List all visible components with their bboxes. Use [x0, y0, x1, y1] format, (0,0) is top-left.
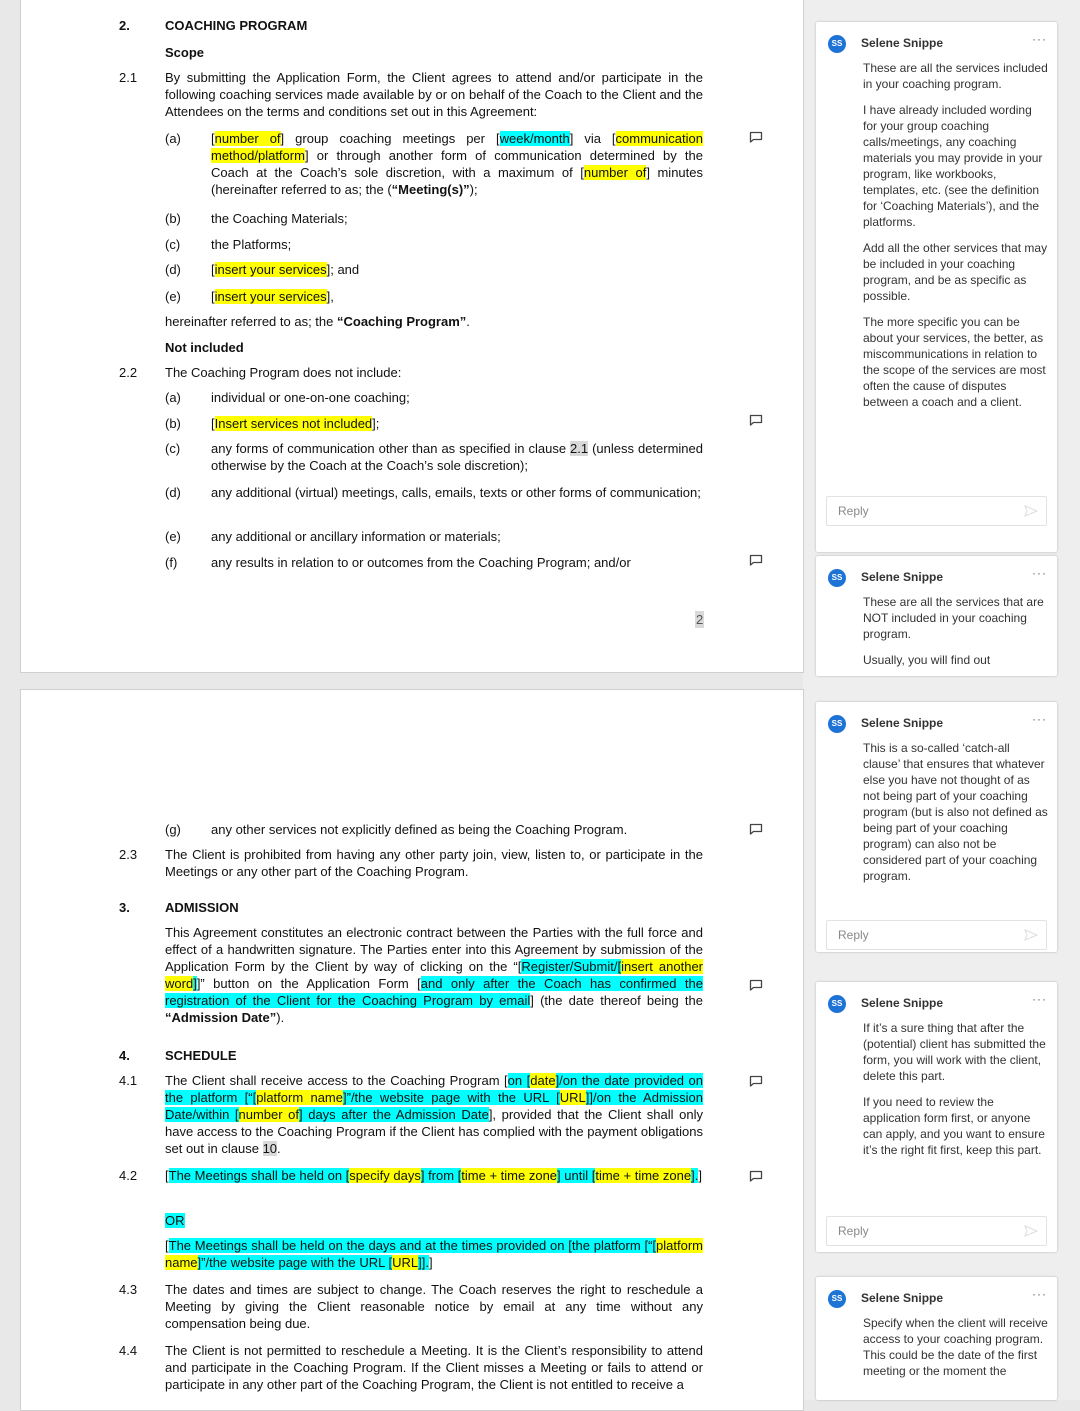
hereinafter-text: hereinafter referred to as; the “Coaching Program”. — [165, 314, 470, 329]
section-number: 4. — [119, 1048, 130, 1063]
clause-2-2-text: The Coaching Program does not include: — [165, 365, 402, 380]
excluded-item-g: any other services not explicitly defined as being the Coaching Program. — [211, 822, 628, 837]
excluded-item-c: any forms of communication other than as specified in clause 2.1 (unless determined otherwise by the Coach at the Coach’s sole discretion); — [211, 441, 703, 473]
item-label: (b) — [165, 416, 181, 431]
more-options-icon[interactable]: ··· — [1032, 1287, 1047, 1301]
comment-marker-icon[interactable] — [749, 1170, 763, 1182]
comment-card[interactable] — [816, 556, 1057, 676]
reply-placeholder: Reply — [838, 1224, 869, 1238]
more-options-icon[interactable]: ··· — [1032, 712, 1047, 726]
reply-placeholder: Reply — [838, 928, 869, 942]
clause-4-4-text: The Client is not permitted to reschedule a Meeting. It is the Client’s responsibility to attend and participate in the Coaching Program. If the Client misses a Meeting or fails to attend or participate in any other part of the Coaching Program, the Client is not entitled to receive a — [165, 1343, 703, 1392]
section-title: COACHING PROGRAM — [165, 18, 308, 33]
clause-number: 4.2 — [119, 1168, 138, 1183]
comment-card[interactable] — [816, 22, 1057, 552]
comment-marker-icon[interactable] — [749, 1075, 763, 1087]
avatar: SS — [828, 569, 846, 587]
reply-placeholder: Reply — [838, 504, 869, 518]
section-number: 2. — [119, 18, 130, 33]
comment-body: These are all the services that are NOT included in your coaching program. Usually, you will find out — [863, 595, 1044, 667]
comment-author: Selene Snippe — [861, 36, 944, 50]
comment-author: Selene Snippe — [861, 1291, 944, 1305]
admission-text: This Agreement constitutes an electronic contract between the Parties with the full force and effect of a handwritten signature. The Parties enter into this Agreement by submission of the Application Form by the Client by way of clicking on the “[Register/Submit/[insert another word]]” button on the Application Form [and only after the Coach has confirmed the registration of the Client for the Coaching Program by email] (the date thereof being the “Admission Date”). — [165, 925, 704, 1025]
clause-number: 2.2 — [119, 365, 138, 380]
clause-number: 4.1 — [119, 1073, 138, 1088]
item-label: (g) — [165, 822, 181, 837]
comment-card[interactable] — [816, 702, 1057, 952]
subheading-scope: Scope — [165, 45, 205, 60]
avatar: SS — [828, 995, 846, 1013]
section-number: 3. — [119, 900, 130, 915]
comment-marker-icon[interactable] — [749, 823, 763, 835]
item-label: (d) — [165, 485, 181, 500]
send-icon[interactable] — [1024, 505, 1038, 517]
item-label: (a) — [165, 131, 181, 146]
clause-4-1-text: The Client shall receive access to the Coaching Program [on [date]/on the date provided on the platform [“[platform name]”/the website page with the URL [URL]]/on the Admission Date/within [number of] days after the Admission Date], provided that the Client shall only have access to the Coaching Program if the Client has complied with the payment obligations set out in clause 10. — [165, 1073, 704, 1156]
reply-input[interactable] — [826, 496, 1047, 526]
comment-body: These are all the services included in your coaching program. I have already included wording for your group coaching calls/meetings, any coaching materials you may provide in your program, like workbooks, templates, etc. (see the definition for ‘Coaching Materials’), and the platforms. Add all the other services that may be included in your coaching program, and be as specific as possible. The more specific you can be about your services, the better, as miscommunications in relation to the scope of the services are most often the cause of disputes between a coach and a client. — [863, 61, 1048, 409]
comment-body: This is a so-called ‘catch-all clause’ that ensures that whatever else you have not thought of as not being part of your coaching program (but is also not defined as being part of your coaching program) can also not be considered part of your coaching program. — [863, 741, 1048, 883]
comment-marker-icon[interactable] — [749, 414, 763, 426]
comment-author: Selene Snippe — [861, 570, 944, 584]
reply-input[interactable] — [826, 1216, 1047, 1246]
more-options-icon[interactable]: ··· — [1032, 32, 1047, 46]
excluded-item-f: any results in relation to or outcomes from the Coaching Program; and/or — [211, 555, 631, 570]
comment-author: Selene Snippe — [861, 716, 944, 730]
item-c-text: the Platforms; — [211, 237, 292, 252]
send-icon[interactable] — [1024, 929, 1038, 941]
section-title: SCHEDULE — [165, 1048, 237, 1063]
item-label: (a) — [165, 390, 181, 405]
or-separator: OR — [165, 1213, 185, 1228]
comment-marker-icon[interactable] — [749, 554, 763, 566]
comment-card[interactable] — [816, 982, 1057, 1252]
clause-number: 4.4 — [119, 1343, 138, 1358]
item-a-text: [number of] group coaching meetings per [week/month] via [communication method/platform] or through another form of communication determined by the Coach at the Coach’s sole discretion, with a maximum of [number of] minutes (hereinafter referred to as; the (“Meeting(s)”); — [211, 131, 703, 197]
excluded-item-d: any additional (virtual) meetings, calls, emails, texts or other forms of communication; — [211, 485, 701, 500]
avatar: SS — [828, 35, 846, 53]
more-options-icon[interactable]: ··· — [1032, 566, 1047, 580]
item-b-text: the Coaching Materials; — [211, 211, 348, 226]
avatar: SS — [828, 1290, 846, 1308]
excluded-item-b: [Insert services not included]; — [211, 416, 380, 431]
item-label: (c) — [165, 441, 181, 456]
clause-2-3-text: The Client is prohibited from having any other party join, view, listen to, or participate in the Meetings or any other part of the Coaching Program. — [165, 847, 703, 879]
excluded-item-a: individual or one-on-one coaching; — [211, 390, 410, 405]
document-page-1 — [20, 0, 804, 673]
clause-4-2-text: [The Meetings shall be held on [specify days] from [time + time zone] until [time + time zone].] — [165, 1168, 702, 1183]
clause-number: 4.3 — [119, 1282, 138, 1297]
item-label: (b) — [165, 211, 181, 226]
comment-author: Selene Snippe — [861, 996, 944, 1010]
send-icon[interactable] — [1024, 1225, 1038, 1237]
comment-marker-icon[interactable] — [749, 131, 763, 143]
comment-body: If it’s a sure thing that after the (potential) client has submitted the form, you will work with the client, delete this part. If you need to review the application form first, or anyone can apply, and you want to ensure it’s the right fit first, keep this part. — [863, 1021, 1046, 1157]
clause-2-1-text: By submitting the Application Form, the Client agrees to attend and/or participate in the following coaching services made available by or on behalf of the Coach to the Client and the Attendees on the terms and conditions set out in this Agreement: — [165, 70, 703, 119]
subheading-not-included: Not included — [165, 340, 244, 355]
comment-marker-icon[interactable] — [749, 979, 763, 991]
item-label: (e) — [165, 529, 181, 544]
item-d-text: [insert your services]; and — [211, 262, 360, 277]
item-label: (d) — [165, 262, 181, 277]
item-e-text: [insert your services], — [211, 289, 334, 304]
section-title: ADMISSION — [165, 900, 239, 915]
clause-4-3-text: The dates and times are subject to change. The Coach reserves the right to reschedule a Meeting by giving the Client reasonable notice by email at any time without any compensation being due. — [165, 1282, 703, 1331]
item-label: (e) — [165, 289, 181, 304]
item-label: (c) — [165, 237, 181, 252]
avatar: SS — [828, 715, 846, 733]
page-number: 2 — [696, 612, 704, 627]
clause-4-2-alternative: [The Meetings shall be held on the days and at the times provided on [the platform [“[platform name]”/the website page with the URL [URL]].] — [165, 1238, 703, 1270]
clause-number: 2.1 — [119, 70, 138, 85]
comment-body: Specify when the client will receive access to your coaching program. This could be the date of the first meeting or the moment the — [863, 1316, 1048, 1378]
more-options-icon[interactable]: ··· — [1032, 992, 1047, 1006]
excluded-item-e: any additional or ancillary information or materials; — [211, 529, 501, 544]
document-page-2 — [20, 689, 804, 1411]
clause-number: 2.3 — [119, 847, 138, 862]
reply-input[interactable] — [826, 920, 1047, 950]
comment-card[interactable] — [816, 1277, 1057, 1400]
item-label: (f) — [165, 555, 178, 570]
